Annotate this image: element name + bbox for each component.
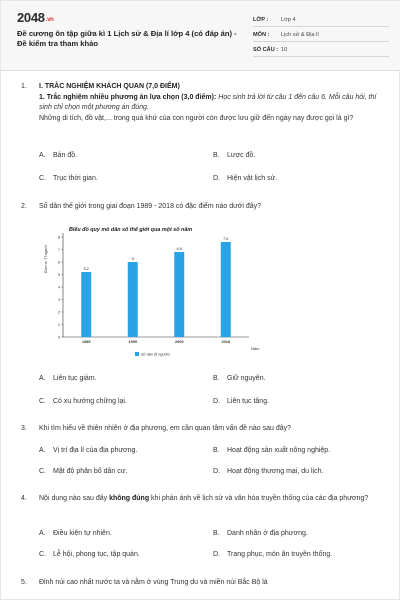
y-tick-label: 8 bbox=[57, 235, 60, 240]
option-a[interactable]: A. Liên tục giảm. bbox=[39, 375, 97, 382]
section-heading: I. TRẮC NGHIỆM KHÁCH QUAN (7,0 ĐIỂM) bbox=[39, 83, 180, 90]
meta-key: LỚP : bbox=[253, 16, 269, 23]
x-tick-label: 1999 bbox=[128, 340, 137, 344]
document-meta bbox=[253, 13, 389, 58]
option-b[interactable]: B. Danh nhân ở địa phương. bbox=[213, 530, 308, 537]
option-d[interactable]: D. Trang phục, món ăn truyền thống. bbox=[213, 551, 333, 558]
bar-value-label: 6 bbox=[131, 257, 134, 261]
question-number: 1. bbox=[21, 83, 27, 90]
question-text: Những di tích, đồ vật,... trong quá khứ của con người còn được lưu giữ đến ngày nay được gọi là gì? bbox=[39, 114, 354, 122]
question-number: 5. bbox=[21, 579, 27, 586]
meta-row-count bbox=[253, 43, 389, 57]
document-header bbox=[1, 1, 400, 71]
y-tick-label: 3 bbox=[57, 297, 60, 302]
y-tick-label: 0 bbox=[57, 335, 60, 340]
y-tick-label: 5 bbox=[57, 272, 60, 277]
option-d[interactable]: D. Liên tục tăng. bbox=[213, 398, 270, 405]
meta-key: SỐ CÂU : bbox=[253, 46, 279, 53]
legend-label: Số dân (tỉ người) bbox=[141, 352, 170, 357]
option-a[interactable]: A. Bản đồ. bbox=[39, 152, 78, 159]
question-number: 4. bbox=[21, 495, 27, 502]
chart-legend bbox=[135, 352, 170, 357]
bar-chart-svg bbox=[39, 219, 289, 359]
bar-value-label: 5.2 bbox=[83, 267, 89, 271]
option-b[interactable]: B. Giữ nguyên. bbox=[213, 375, 266, 382]
meta-key: MÔN : bbox=[253, 31, 270, 38]
y-tick-label: 2 bbox=[57, 310, 60, 315]
chart-title: Biểu đồ quy mô dân số thế giới qua một số năm bbox=[69, 227, 193, 233]
y-tick-label: 6 bbox=[57, 260, 60, 265]
population-chart bbox=[39, 219, 289, 359]
question-4-text: Nội dung nào sau đây không đúng khi phản ánh về lịch sử và văn hóa truyền thống của các địa phương? bbox=[39, 495, 369, 502]
site-logo[interactable]: 2048.vn bbox=[17, 10, 54, 25]
question-1 bbox=[39, 82, 389, 124]
meta-value: Lịch sử & Địa lí bbox=[281, 31, 319, 38]
option-d[interactable]: D. Hiện vật lịch sử. bbox=[213, 175, 278, 182]
meta-value: 10 bbox=[281, 46, 288, 53]
y-tick-label: 1 bbox=[57, 322, 60, 327]
document-title: Đề cương ôn tập giữa kì 1 Lịch sử & Địa lí lớp 4 (có đáp án) - Đề kiểm tra tham khảo bbox=[17, 29, 237, 48]
chart-bar bbox=[128, 262, 138, 337]
option-b[interactable]: B. Hoạt động sản xuất nông nghiệp. bbox=[213, 447, 331, 454]
section-instruction: 1. Trắc nghiệm nhiều phương án lựa chọn (3,0 điểm): Học sinh trả lời từ câu 1 đến câu 6. Mỗi câu hỏi, thí sinh chỉ chọn một phương án đúng. bbox=[39, 93, 377, 111]
option-d[interactable]: D. Hoạt động thương mại, du lịch. bbox=[213, 468, 324, 475]
bar-value-label: 6.8 bbox=[176, 247, 182, 251]
chart-bar bbox=[221, 242, 231, 337]
y-tick-label: 4 bbox=[57, 285, 60, 290]
chart-bar bbox=[81, 272, 91, 337]
bar-value-label: 7.6 bbox=[223, 237, 229, 241]
x-tick-label: 1989 bbox=[82, 340, 91, 344]
question-number: 2. bbox=[21, 203, 27, 210]
x-tick-label: 2009 bbox=[175, 340, 184, 344]
meta-row-subject bbox=[253, 28, 389, 42]
option-c[interactable]: C. Có xu hướng chững lại. bbox=[39, 398, 127, 405]
option-c[interactable]: C. Trục thời gian. bbox=[39, 175, 98, 182]
chart-x-axis-label: Năm bbox=[251, 346, 260, 351]
option-a[interactable]: A. Điều kiện tự nhiên. bbox=[39, 530, 112, 537]
option-b[interactable]: B. Lược đồ. bbox=[213, 152, 256, 159]
y-tick-label: 7 bbox=[57, 247, 60, 252]
chart-y-axis-label: Đơn vị: Tỉ người bbox=[44, 245, 48, 273]
question-number: 3. bbox=[21, 425, 27, 432]
option-c[interactable]: C. Mật độ phân bố dân cư. bbox=[39, 468, 128, 475]
meta-value: Lớp 4 bbox=[281, 16, 296, 23]
meta-row-class bbox=[253, 13, 389, 27]
question-2-text: Số dân thế giới trong giai đoạn 1989 - 2018 có đặc điểm nào dưới đây? bbox=[39, 203, 262, 210]
question-3-text: Khi tìm hiểu về thiên nhiên ở địa phương, em cần quan tâm vấn đề nào sau đây? bbox=[39, 425, 292, 432]
question-5-text: Đỉnh núi cao nhất nước ta và nằm ở vùng Trung du và miền núi Bắc Bộ là bbox=[39, 579, 268, 586]
chart-bar bbox=[174, 252, 184, 337]
option-a[interactable]: A. Vị trí địa lí của địa phương. bbox=[39, 447, 138, 454]
option-c[interactable]: C. Lễ hội, phong tục, tập quán. bbox=[39, 551, 140, 558]
x-tick-label: 2018 bbox=[221, 340, 230, 344]
legend-swatch bbox=[135, 352, 139, 356]
